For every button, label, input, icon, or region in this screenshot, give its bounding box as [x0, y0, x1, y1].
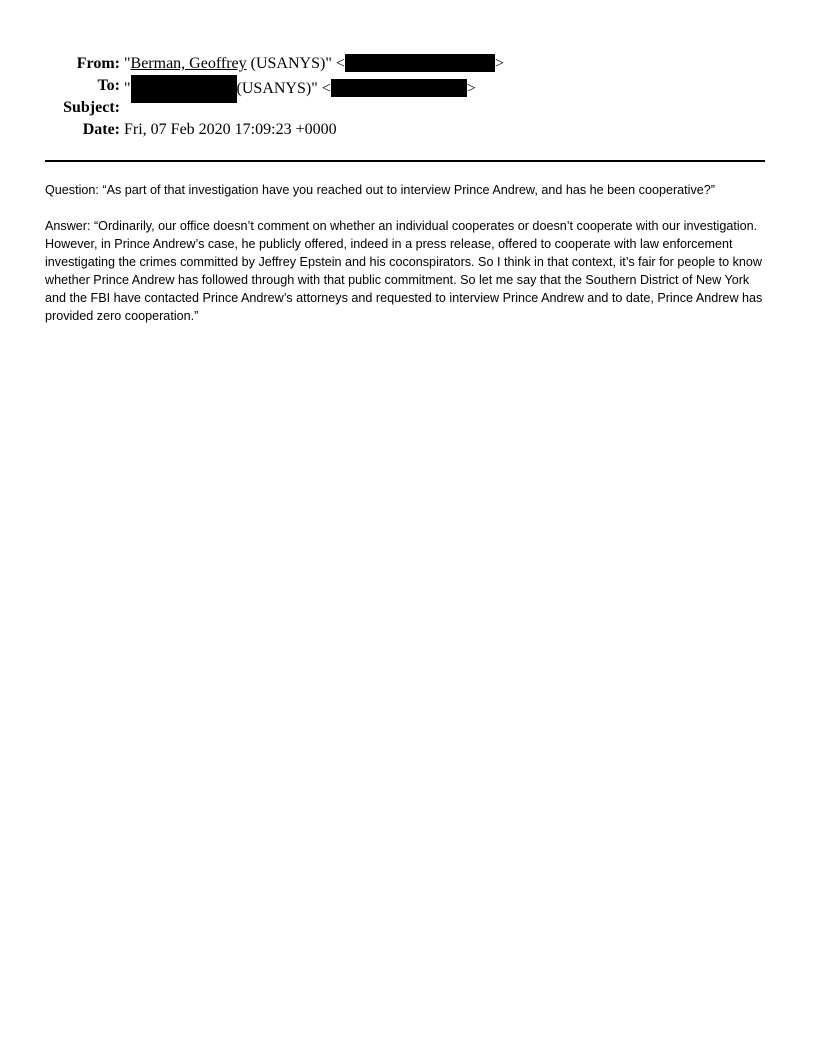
- from-close: >: [494, 55, 504, 72]
- date-value: Fri, 07 Feb 2020 17:09:23 +0000: [124, 121, 337, 138]
- from-label: From:: [76, 55, 120, 72]
- header-divider: [45, 160, 765, 162]
- recipient-suffix: (USANYS)" <: [236, 80, 331, 97]
- answer-paragraph: Answer: “Ordinarily, our office doesn’t comment on whether an individual cooperates or doesn’t cooperate with our investigation. However, in Prince Andrew’s case, he publicly offered, indeed in a press release, offered to cooperate with law enforcement investigating the crimes committed by Jeffrey Epstein and his coconspirators. So I think in that context, it’s fair for people to know whether Prince Andrew has followed through with that public commitment. So let me say that the Southern District of New York and the FBI have contacted Prince Andrew’s attorneys and requested to interview Prince Andrew and to date, Prince Andrew has provided zero cooperation.”: [45, 219, 763, 323]
- redaction-box: [331, 79, 467, 97]
- date-label: Date:: [82, 121, 120, 138]
- from-value: [124, 53, 504, 75]
- sender-name: Berman, Geoffrey: [130, 55, 247, 72]
- sender-suffix: (USANYS)" <: [246, 55, 345, 72]
- redaction-box: [345, 54, 495, 72]
- from-open-quote: ": [124, 55, 131, 72]
- email-body: [45, 181, 767, 343]
- to-close: >: [466, 80, 476, 97]
- to-label: To:: [97, 77, 120, 94]
- subject-label: Subject:: [63, 99, 120, 116]
- to-open-quote: ": [124, 80, 131, 97]
- to-value: [124, 75, 476, 103]
- redaction-box: [131, 75, 237, 103]
- question-paragraph: Question: “As part of that investigation have you reached out to interview Prince Andrew, and has he been cooperative?”: [45, 183, 715, 197]
